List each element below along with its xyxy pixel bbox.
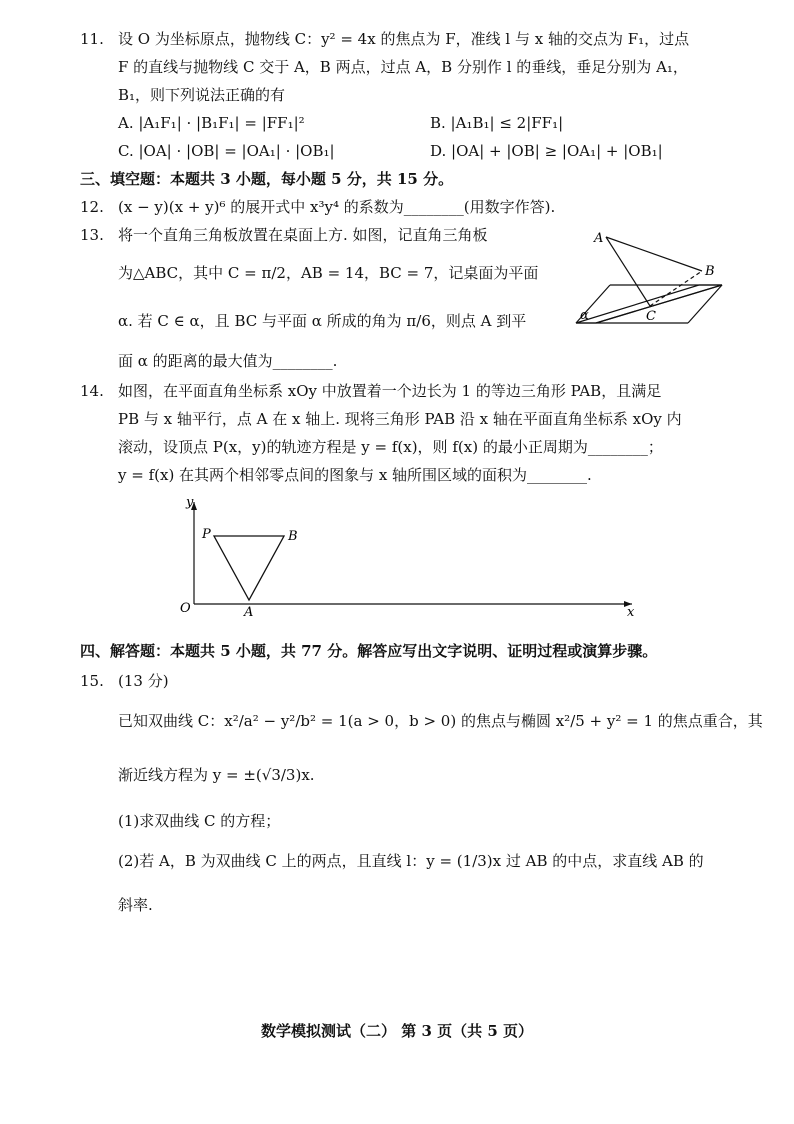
q11-line1: 设 O 为坐标原点，抛物线 C：y² = 4x 的焦点为 F，准线 l 与 x 轴的交点为 F₁，过点 (118, 30, 690, 48)
q14-line1: 如图，在平面直角坐标系 xOy 中放置着一个边长为 1 的等边三角形 PAB，且满足 (118, 382, 662, 400)
q14-number: 14. (80, 382, 104, 400)
q11-option-a: A. |A₁F₁| · |B₁F₁| = |FF₁|² (118, 114, 305, 132)
plane-edge (596, 285, 722, 323)
q15-line2: 渐近线方程为 y = ±(√3/3)x. (118, 766, 315, 784)
q11-line2: F 的直线与抛物线 C 交于 A，B 两点，过点 A，B 分别作 l 的垂线，垂足分别为 A₁， (118, 58, 688, 76)
q15-number: 15. (80, 672, 104, 690)
label-x: x (627, 605, 635, 618)
q15-part2: (2)若 A，B 为双曲线 C 上的两点，且直线 l：y = (1/3)x 过 AB 的中点，求直线 AB 的 (118, 852, 704, 870)
q11-option-c: C. |OA| · |OB| = |OA₁| · |OB₁| (118, 142, 335, 160)
q12-text: (x − y)(x + y)⁶ 的展开式中 x³y⁴ 的系数为________(用数字作答). (118, 198, 556, 216)
q14-line4: y = f(x) 在其两个相邻零点间的图象与 x 轴所围区域的面积为________. (118, 466, 592, 484)
segment-ab (606, 237, 702, 271)
q13-figure (562, 228, 732, 328)
q15-line1: 已知双曲线 C：x²/a² − y²/b² = 1(a > 0，b > 0) 的焦点与椭圆 x²/5 + y² = 1 的焦点重合，其 (118, 712, 763, 730)
label-c: C (646, 309, 656, 324)
triangle-pab (214, 536, 284, 600)
q13-line4: 面 α 的距离的最大值为________. (118, 352, 338, 370)
q11-number: 11. (80, 30, 104, 48)
q11-line3: B₁，则下列说法正确的有 (118, 86, 286, 104)
q15-score: (13 分) (118, 672, 169, 690)
q13-number: 13. (80, 226, 104, 244)
q12-number: 12. (80, 198, 104, 216)
label-y: y (186, 495, 194, 510)
label-a: A (244, 605, 254, 618)
q15-part2-cont: 斜率. (118, 896, 153, 914)
q14-line2: PB 与 x 轴平行，点 A 在 x 轴上. 现将三角形 PAB 沿 x 轴在平面直角坐标系 xOy 内 (118, 410, 682, 428)
section-4-heading: 四、解答题：本题共 5 小题，共 77 分。解答应写出文字说明、证明过程或演算步骤。 (80, 642, 658, 660)
segment-bc (650, 271, 702, 306)
label-a: A (594, 231, 604, 246)
q14-line3: 滚动，设顶点 P(x，y)的轨迹方程是 y = f(x)，则 f(x) 的最小正周期为________； (118, 438, 663, 456)
label-p: P (202, 527, 211, 542)
q11-option-d: D. |OA| + |OB| ≥ |OA₁| + |OB₁| (430, 142, 663, 160)
q13-line2: 为△ABC，其中 C = π/2，AB = 14，BC = 7，记桌面为平面 (118, 264, 539, 282)
q13-line1: 将一个直角三角板放置在桌面上方. 如图，记直角三角板 (118, 226, 488, 244)
label-b: B (288, 529, 298, 544)
q14-figure (172, 494, 642, 618)
segment-ac (606, 237, 650, 306)
label-alpha: α (580, 308, 589, 323)
section-3-heading: 三、填空题：本题共 3 小题，每小题 5 分，共 15 分。 (80, 170, 454, 188)
label-o: O (180, 601, 191, 616)
q11-option-b: B. |A₁B₁| ≤ 2|FF₁| (430, 114, 564, 132)
label-b: B (705, 264, 715, 279)
q13-line3: α. 若 C ∈ α，且 BC 与平面 α 所成的角为 π/6，则点 A 到平 (118, 312, 527, 330)
page-footer: 数学模拟测试（二） 第 3 页（共 5 页） (261, 1022, 533, 1040)
q15-part1: (1)求双曲线 C 的方程； (118, 812, 281, 830)
